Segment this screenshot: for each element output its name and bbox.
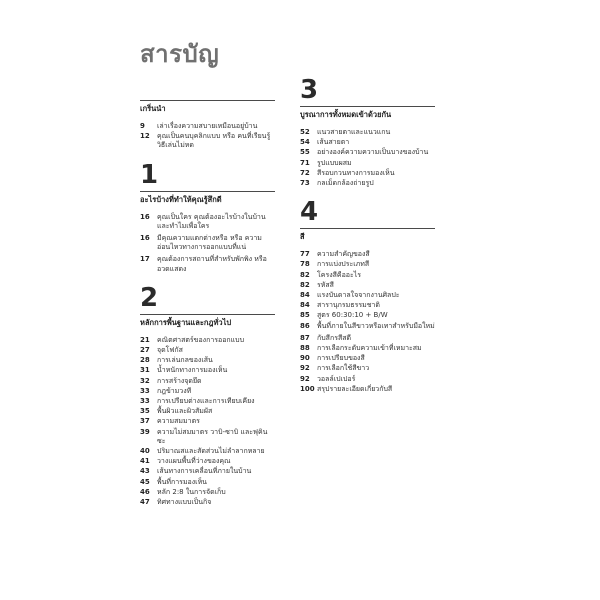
- toc-entry-page: 100: [300, 384, 315, 393]
- toc-entry-page: 71: [300, 158, 310, 167]
- toc-entry-title: รูปแบบผสม: [317, 158, 352, 167]
- toc-entry[interactable]: [140, 234, 275, 252]
- toc-entry-title: ปริมาณสและสัดส่วนไม่ลำลากหลาย: [157, 447, 265, 456]
- toc-entry-title: วอลล์เปเปอร์: [317, 374, 356, 383]
- toc-section: [140, 161, 275, 274]
- toc-entry-title: คณิตศาสตร์ของการออกแบบ: [157, 335, 245, 344]
- toc-entry[interactable]: [140, 356, 275, 365]
- toc-entry-title: มีคุณความแตกต่างหรือ หรือ ความอ่อนไหวทางการออกแบบที่แน่: [157, 234, 262, 252]
- toc-entry-page: 39: [140, 427, 150, 436]
- toc-entry-page: 88: [300, 344, 310, 353]
- toc-entry-title: ทิศทางแบบเป็นกิจ: [157, 498, 212, 507]
- toc-entry[interactable]: [300, 385, 435, 394]
- toc-entry-page: 9: [140, 122, 145, 130]
- toc-entry-page: 21: [140, 335, 150, 344]
- section-rule: [300, 106, 435, 107]
- toc-entry-page: 28: [140, 356, 150, 365]
- toc-entry-page: 87: [300, 333, 310, 342]
- toc-entry[interactable]: [140, 488, 275, 497]
- toc-entry-title: น้ำหนักทางการมองเห็น: [157, 366, 228, 375]
- section-heading: เกริ่นนำ: [140, 104, 166, 113]
- toc-entry[interactable]: [300, 322, 435, 331]
- toc-entry-title: คุณต้องการสถานที่สำหรับพักพิง หรือ อวดแสดง: [157, 255, 267, 273]
- section-heading: อะไรบ้างที่ทำให้คุณรู้สึกดี: [140, 194, 222, 204]
- toc-section: [140, 100, 275, 151]
- section-heading: สี: [300, 232, 305, 242]
- toc-entry-title: การเปรียบต่างและการเทียบเคียง: [157, 397, 255, 406]
- toc-entry[interactable]: [140, 498, 275, 507]
- toc-entry[interactable]: [300, 159, 435, 168]
- toc-entry-page: 27: [140, 346, 150, 355]
- toc-entry-title: จุดโฟกัส: [157, 346, 183, 355]
- section-number: 1: [140, 159, 159, 190]
- toc-entry-title: กับสีกรสีสดี: [317, 333, 352, 342]
- toc-entry-page: 43: [140, 467, 150, 476]
- toc-section: [300, 76, 435, 188]
- toc-entry[interactable]: [140, 478, 275, 487]
- toc-right-column: [300, 76, 435, 404]
- toc-entry-page: 16: [140, 234, 150, 243]
- toc-entry-page: 12: [140, 132, 150, 141]
- toc-entry-title: เส้นทางการเคลื่อนที่ภายในบ้าน: [157, 467, 252, 476]
- section-number: 3: [300, 75, 319, 105]
- toc-entry-title: แนวสายตาและแนวแกน: [317, 128, 391, 136]
- toc-entry[interactable]: [140, 397, 275, 406]
- toc-entry-page: 84: [300, 301, 310, 310]
- toc-entry-title: คุณเป็นใคร คุณต้องอะไรบ้างในบ้าน และทำไมเพื่อใคร: [157, 212, 266, 230]
- toc-entry-page: 72: [300, 168, 310, 177]
- toc-entry-title: การเลือกใช้สีขาว: [317, 364, 370, 373]
- toc-entry[interactable]: [140, 457, 275, 466]
- toc-entry[interactable]: [300, 344, 435, 353]
- toc-entry-title: การเลือกระดับความเข้าที่เหมาะสม: [317, 344, 422, 353]
- toc-entry-title: ความไม่สมมาตร วาบิ-ซาบิ และฟุคินซะ: [157, 427, 268, 445]
- toc-entry-title: โครงสีคืออะไร: [317, 270, 362, 279]
- toc-entry-title: ความสำคัญของสี: [317, 250, 370, 259]
- toc-entry-title: พื้นที่การมองเห็น: [157, 477, 207, 486]
- toc-entry-page: 33: [140, 386, 150, 395]
- toc-entry-page: 47: [140, 498, 150, 507]
- toc-entry-page: 78: [300, 260, 310, 269]
- section-rule: [140, 314, 275, 315]
- page-title: สารบัญ: [140, 40, 220, 68]
- toc-entry[interactable]: [140, 447, 275, 456]
- toc-entry[interactable]: [300, 169, 435, 178]
- toc-section: [140, 284, 275, 507]
- toc-entry[interactable]: [140, 428, 275, 446]
- toc-entry[interactable]: [300, 301, 435, 310]
- toc-entry-title: การเปรียบของสี: [317, 354, 365, 363]
- toc-entry-title: วางแผนพื้นที่ว่างของคุณ: [157, 457, 231, 466]
- toc-entry[interactable]: [300, 148, 435, 157]
- toc-entry[interactable]: [300, 334, 435, 343]
- toc-entry[interactable]: [140, 255, 275, 273]
- toc-section: [300, 198, 435, 394]
- toc-entry-title: กฎข้ามวงที: [157, 386, 192, 395]
- toc-entry-page: 46: [140, 487, 150, 496]
- toc-entry[interactable]: [140, 417, 275, 426]
- toc-entry[interactable]: [300, 250, 435, 259]
- toc-entry-title: อย่างองค์ความความเป็นบางของบ้าน: [317, 148, 429, 157]
- toc-entry[interactable]: [300, 138, 435, 147]
- toc-entry-title: เส้นสายตา: [317, 138, 350, 147]
- section-rule: [300, 228, 435, 229]
- toc-entry[interactable]: [140, 387, 275, 396]
- toc-entry[interactable]: [300, 364, 435, 373]
- toc-entry-page: 54: [300, 138, 310, 147]
- toc-entry[interactable]: [140, 132, 275, 150]
- toc-entry-title: การเล่นกลของเส้น: [157, 356, 213, 365]
- toc-entry[interactable]: [140, 407, 275, 416]
- toc-entry-page: 86: [300, 321, 310, 330]
- toc-entry-title: แรงบันดาลใจจากงานศิลปะ: [317, 291, 400, 300]
- toc-entry-page: 33: [140, 397, 150, 406]
- toc-entry-title: กลเม็ดกล้องถ่ายรูป: [317, 179, 374, 188]
- toc-entry[interactable]: [140, 336, 275, 345]
- toc-entry-page: 45: [140, 477, 150, 486]
- section-heading: บูรณาการทั้งหมดเข้าด้วยกัน: [300, 110, 392, 119]
- toc-entry-page: 16: [140, 212, 150, 221]
- toc-entry-page: 55: [300, 148, 310, 157]
- toc-entry[interactable]: [300, 354, 435, 363]
- section-number: 2: [140, 282, 159, 313]
- toc-entry-page: 82: [300, 270, 310, 279]
- toc-entry-page: 32: [140, 376, 150, 385]
- toc-entry-title: พื้นผิวและผิวสัมผัส: [157, 407, 213, 416]
- toc-entry-page: 92: [300, 374, 310, 383]
- toc-entry-page: 37: [140, 417, 150, 426]
- toc-entry-title: พื้นที่ภายในสีขาวหรือเทาสำหรับมือใหม่: [317, 321, 435, 330]
- toc-entry-page: 85: [300, 311, 310, 320]
- toc-entry-title: เล่าเรื่องความสบายเหมือนอยู่บ้าน: [157, 122, 258, 130]
- toc-entry[interactable]: [140, 346, 275, 355]
- toc-entry[interactable]: [300, 260, 435, 269]
- toc-entry-title: หลัก 2:8 ในการจัดเก็บ: [157, 487, 226, 496]
- toc-entry[interactable]: [140, 377, 275, 386]
- toc-entry-page: 17: [140, 255, 150, 264]
- toc-entry-title: คุณเป็นคนบุคลิกแบบ หรือ คนที่เรียนรู้วิธีเล่นไม่หด: [157, 132, 271, 150]
- toc-entry-title: สารานุกรมธรรมชาติ: [317, 301, 380, 310]
- toc-entry-title: สรุปรายละเอียดเกี่ยวกับสี: [317, 384, 393, 393]
- toc-entry-title: ความสมมาตร: [157, 417, 200, 426]
- toc-entry-page: 41: [140, 457, 150, 466]
- toc-entry[interactable]: [140, 122, 275, 131]
- toc-entry-page: 35: [140, 407, 150, 416]
- toc-entry-page: 31: [140, 366, 150, 375]
- toc-entry-page: 52: [300, 128, 310, 136]
- toc-entry[interactable]: [300, 179, 435, 188]
- toc-entry-page: 84: [300, 291, 310, 300]
- toc-entry-title: การแบ่งประเภทสี: [317, 260, 370, 269]
- toc-entry-page: 90: [300, 354, 310, 363]
- toc-left-column: [140, 98, 275, 517]
- toc-entry[interactable]: [300, 281, 435, 290]
- toc-entry-page: 40: [140, 447, 150, 456]
- toc-entry-title: รหัสสี: [317, 280, 334, 289]
- toc-entry[interactable]: [300, 311, 435, 320]
- section-number: 4: [300, 197, 319, 228]
- toc-entry-page: 82: [300, 280, 310, 289]
- toc-entry-title: สีรอบกวนทางการมองเห็น: [317, 168, 395, 177]
- toc-entry-title: การสร้างจุดยึด: [157, 376, 202, 385]
- toc-entry[interactable]: [140, 213, 275, 231]
- section-rule: [140, 100, 275, 101]
- toc-entry-page: 92: [300, 364, 310, 373]
- toc-entry[interactable]: [300, 271, 435, 280]
- toc-entry[interactable]: [300, 291, 435, 300]
- section-rule: [140, 191, 275, 192]
- toc-entry-page: 73: [300, 179, 310, 188]
- toc-entry-title: สูตร 60:30:10 + B/W: [317, 311, 388, 320]
- toc-entry-page: 77: [300, 250, 310, 259]
- toc-entry[interactable]: [140, 366, 275, 375]
- toc-entry[interactable]: [300, 375, 435, 384]
- toc-entry[interactable]: [300, 128, 435, 137]
- section-heading: หลักการพื้นฐานและกฎทั่วไป: [140, 317, 232, 327]
- toc-entry[interactable]: [140, 467, 275, 476]
